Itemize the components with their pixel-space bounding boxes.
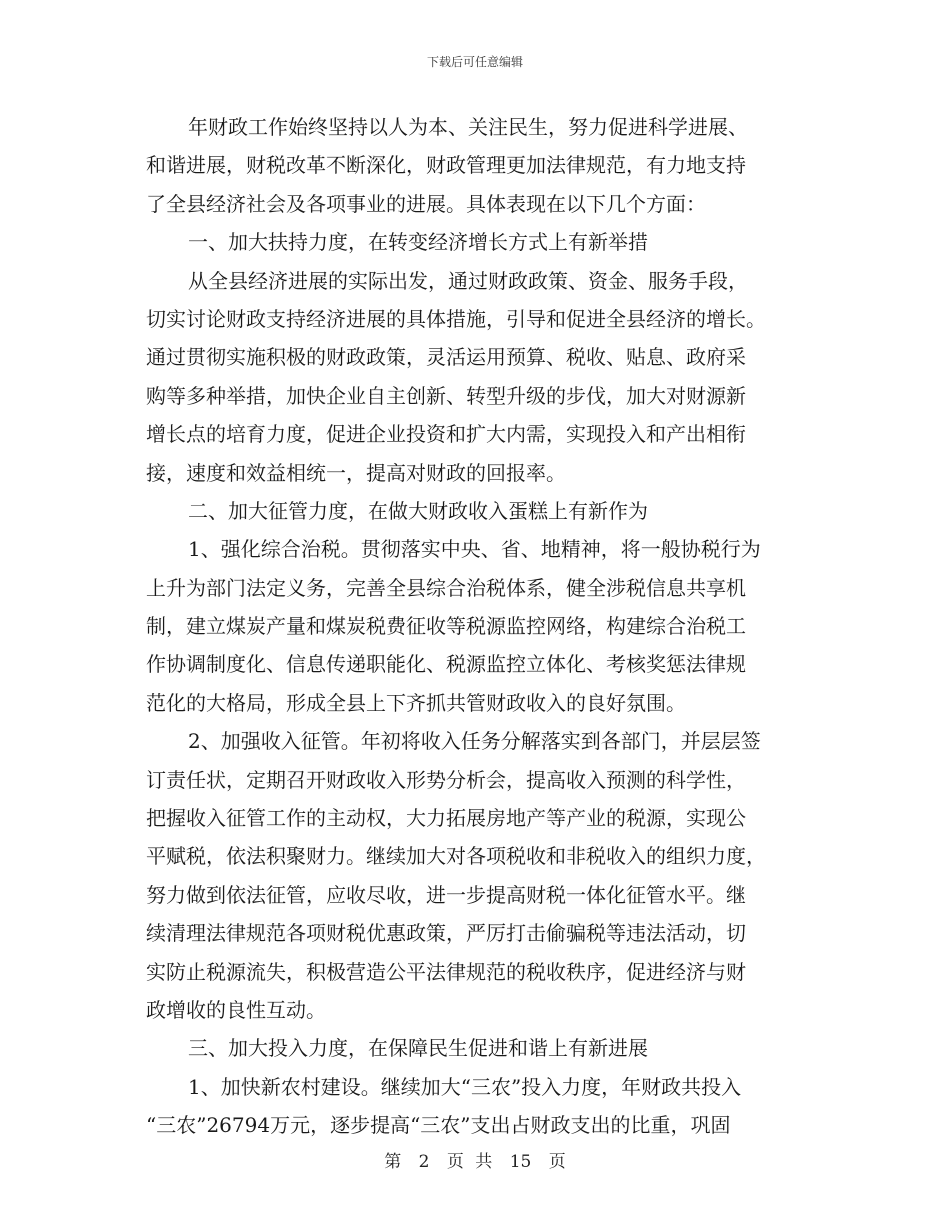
text-line: 续清理法律规范各项财税优惠政策，严厉打击偷骗税等违法活动，切 <box>146 921 746 946</box>
text-line: 二、加大征管力度，在做大财政收入蛋糕上有新作为 <box>188 498 648 523</box>
text-line: 把握收入征管工作的主动权，大力拓展房地产等产业的税源，实现公 <box>146 806 746 831</box>
text-line: 和谐进展，财税改革不断深化，财政管理更加法律规范，有力地支持 <box>146 153 746 178</box>
text-line: 范化的大格局，形成全县上下齐抓共管财政收入的良好氛围。 <box>146 690 686 715</box>
footer-suffix: 页 <box>548 1152 566 1172</box>
text-line: 上升为部门法定义务，完善全县综合治税体系，健全涉税信息共享机 <box>146 575 746 600</box>
text-line: 政增收的良性互动。 <box>146 997 326 1022</box>
text-line: 1、强化综合治税。贯彻落实中央、省、地精神，将一般协税行为 <box>188 537 761 562</box>
text-line: 从全县经济进展的实际出发，通过财政政策、资金、服务手段， <box>188 268 748 293</box>
text-line: “三农”26794万元，逐步提高“三农”支出占财政支出的比重，巩固 <box>146 1113 731 1138</box>
page-header: 下载后可任意编辑 <box>426 55 523 69</box>
footer-mid: 页 共 <box>446 1152 493 1172</box>
text-line: 努力做到依法征管，应收尽收，进一步提高财税一体化征管水平。继 <box>146 882 746 907</box>
page-total: 15 <box>509 1152 532 1172</box>
page-footer <box>0 1150 950 1174</box>
text-line: 2、加强收入征管。年初将收入任务分解落实到各部门，并层层签 <box>188 729 761 754</box>
text-line: 增长点的培育力度，促进企业投资和扩大内需，实现投入和产出相衔 <box>146 422 746 447</box>
text-line: 切实讨论财政支持经济进展的具体措施，引导和促进全县经济的增长。 <box>146 306 766 331</box>
text-line: 三、加大投入力度，在保障民生促进和谐上有新进展 <box>188 1036 648 1061</box>
text-line: 作协调制度化、信息传递职能化、税源监控立体化、考核奖惩法律规 <box>146 652 746 677</box>
text-line: 通过贯彻实施积极的财政政策，灵活运用预算、税收、贴息、政府采 <box>146 345 746 370</box>
text-line: 购等多种举措，加快企业自主创新、转型升级的步伐，加大对财源新 <box>146 383 746 408</box>
text-line: 平赋税，依法积聚财力。继续加大对各项税收和非税收入的组织力度， <box>146 844 766 869</box>
text-line: 制，建立煤炭产量和煤炭税费征收等税源监控网络，构建综合治税工 <box>146 614 746 639</box>
document-body <box>146 108 806 1145</box>
text-line: 接，速度和效益相统一，提高对财政的回报率。 <box>146 460 566 485</box>
text-line: 了全县经济社会及各项事业的进展。具体表现在以下几个方面： <box>146 191 706 216</box>
text-line: 订责任状，定期召开财政收入形势分析会，提高收入预测的科学性， <box>146 767 746 792</box>
page-number: 2 <box>418 1152 430 1172</box>
text-line: 实防止税源流失，积极营造公平法律规范的税收秩序，促进经济与财 <box>146 959 746 984</box>
text-line: 一、加大扶持力度，在转变经济增长方式上有新举措 <box>188 230 648 255</box>
text-line: 年财政工作始终坚持以人为本、关注民生，努力促进科学进展、 <box>188 115 748 139</box>
text-line: 1、加快新农村建设。继续加大“三农”投入力度，年财政共投入 <box>188 1074 742 1099</box>
footer-prefix: 第 <box>384 1152 402 1172</box>
